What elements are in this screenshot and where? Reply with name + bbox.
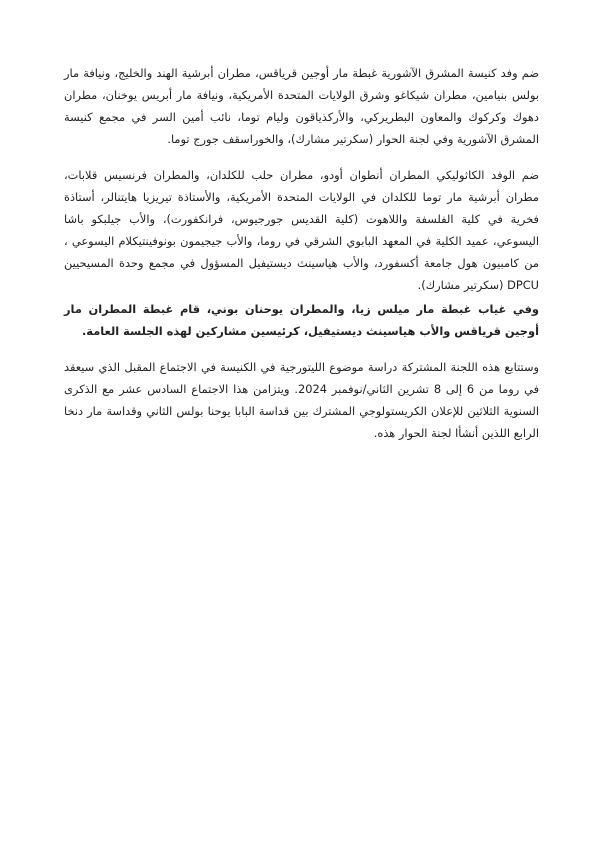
paragraph-assyrian-delegation: ضم وفد كنيسة المشرق الآشورية غبطة مار أوجين قرياقس، مطران أبرشية الهند والخليج، ونيافة مار بولس بنيامين، مطران شيكاغو وشرق الولايات المتحدة الأمريكية، ونيافة مار أبريس يوخنان، مطران دهوك وكركوك والمعاون البطريركي، والأركذياقون وليام توما، نائب أمين السر في مجمع كنيسة المشرق الآشورية وفي لجنة الحوار (سكرتير مشارك)، والخوراسقف جورج توما. [64,66,539,146]
paragraph-next-meeting: وستتابع هذه اللجنة المشتركة دراسة موضوع الليتورجية في الكنيسة في الاجتماع المقبل الذي سيعقد في روما من 6 إلى 8 تشرين الثاني/نوفمبر 2024. ويتزامن هذا الاجتماع السادس عشر مع الذكرى السنوية الثلاثين للإعلان الكريستولوجي المشترك بين قداسة البابا يوحنا بولس الثاني وقداسة مار دنخا الرابع اللذين أنشأا لجنة الحوار هذه. [64,360,540,440]
paragraph-catholic-delegation: ضم الوفد الكاثوليكي المطران أنطوان أودو، مطران حلب للكلدان، والمطران فرنسيس قلابات، مطران أبرشية مار توما للكلدان في الولايات المتحدة الأمريكية، والأستاذة تيريزيا هايتنالر، أستاذة فخرية في كلية الفلسفة واللاهوت (كلية القديس جورجيوس، فرانكفورت)، والأب جيلبكو باشا اليسوعي، عميد الكلية في المعهد البابوي الشرقي في روما، والأب جيجيمون بونوفينتيكلام اليسوعي ، من كامبيون هول جامعة أكسفورد، والأب هياسينث ديستيفيل المسؤول في مجمع وحدة المسيحيين DPCU (سكرتير مشارك). [64,168,539,292]
document-body [64,62,539,444]
paragraph-co-chairs: وفي غياب غبطة مار ميلس زيا، والمطران يوحنان بوني، قام غبطة المطران مار أوجين قرياقس والأب هياسينث ديستيفيل، كرئيسين مشاركين لهذه الجلسة العامة. [64,302,539,338]
